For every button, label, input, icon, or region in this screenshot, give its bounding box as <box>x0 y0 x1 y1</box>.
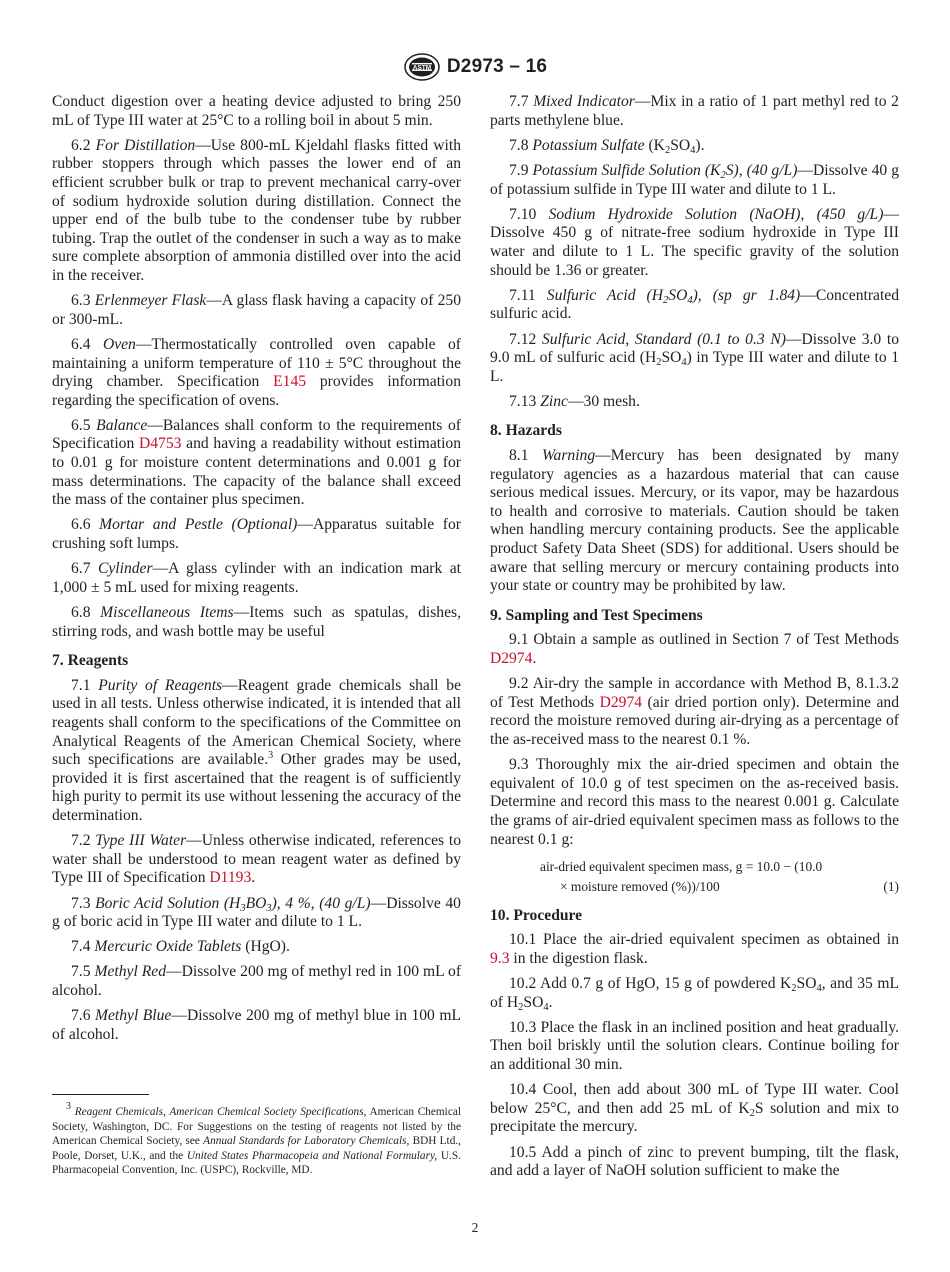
astm-logo-icon <box>403 52 441 82</box>
paragraph-7-3: 7.3 Boric Acid Solution $(H_3BO_3)$, 4 %, (40 g/L)—Dissolve 40 g of boric acid in Type III water and dilute to 1 L. <box>52 894 461 931</box>
paragraph-10-4: 10.4 Cool, then add about 300 mL of Type III water. Cool below 25°C, and then add 25 mL of $K_2S$ solution and mix to precipitate the mercury. <box>490 1081 899 1136</box>
paragraph-9-2: 9.2 Air-dry the sample in accordance with Method B, 8.1.3.2 of Test Methods D2974 (air dried portion only). Determine and record the moisture removed during air-drying as a percentage of the as-received mass to the nearest 0.1 %. <box>490 675 899 748</box>
paragraph-6-2: 6.2 For Distillation—Use 800-mL Kjeldahl flasks fitted with rubber stoppers through which passes the lower end of an efficient scrubber bulk or trap to prevent mechanical carry-over of sodium hydroxide solution during distillation. Connect the upper end of the bulb tube to the condenser tube by rubber tubing. Trap the outlet of the condenser in such a way as to make sure complete absorption of ammonia distilled over into the acid in the receiver. <box>52 136 461 284</box>
paragraph-6-4: 6.4 Oven—Thermostatically controlled oven capable of maintaining a uniform temperature of 110 ± 5°C throughout the drying chamber. Specification E145 provides information regarding the specification of ovens. <box>52 335 461 409</box>
equation-1 <box>490 856 899 896</box>
paragraph-7-11: 7.11 Sulfuric Acid $(H_2SO_4)$, (sp gr 1.84)—Concentrated sulfuric acid. <box>490 286 899 323</box>
paragraph-6-7: 6.7 Cylinder—A glass cylinder with an indication mark at 1,000 ± 5 mL used for mixing reagents. <box>52 560 461 596</box>
paragraph-7-10: 7.10 Sodium Hydroxide Solution (NaOH), (450 g/L)—Dissolve 450 g of nitrate-free sodium hydroxide in Type III water and dilute to 1 L. The specific gravity of the solution should be 1.36 or greater. <box>490 205 900 279</box>
section-heading-reagents: 7. Reagents <box>52 652 129 670</box>
right-column <box>490 93 899 1187</box>
paragraph-10-3: 10.3 Place the flask in an inclined position and heat gradually. Then boil briskly until the solution clears. Continue boiling for an additional 30 min. <box>490 1018 899 1074</box>
equation-number: (1) <box>883 878 899 894</box>
paragraph-6-6: 6.6 Mortar and Pestle (Optional)—Apparatus suitable for crushing soft lumps. <box>52 516 461 553</box>
paragraph-6-3: 6.3 Erlenmeyer Flask—A glass flask having a capacity of 250 or 300-mL. <box>52 292 461 328</box>
document-id: D2973 – 16 <box>446 56 548 77</box>
footnote-3: $^3$ Reagent Chemicals, American Chemical Society Specifications, American Chemical Society, Washington, DC. For Suggestions on the testing of reagents not listed by the American Chemical Society, see Annual Standards for Laboratory Chemicals, BDH Ltd., Poole, Dorset, U.K., and the United States Pharmacopeia and National Formulary, U.S. Pharmacopeial Convention, Inc. (USPC), Rockville, MD. <box>52 1101 461 1177</box>
paragraph-7-2: 7.2 Type III Water—Unless otherwise indicated, references to water shall be understood to mean reagent water as defined by Type III of Specification D1193. <box>52 832 461 887</box>
link-d2974[interactable]: D2974 <box>599 693 643 711</box>
left-column <box>52 93 461 1051</box>
paragraph-7-13: 7.13 Zinc—30 mesh. <box>509 392 640 410</box>
paragraph-7-8: 7.8 Potassium Sulfate $(K_2SO_4)$. <box>509 136 705 156</box>
footnote-divider <box>52 1094 149 1095</box>
paragraph-7-9: 7.9 Potassium Sulfide Solution $(K_2S)$, (40 g/L)—Dissolve 40 g of potassium sulfide in Type III water and dilute to 1 L. <box>490 161 900 198</box>
section-heading-sampling: 9. Sampling and Test Specimens <box>490 606 703 624</box>
svg-text:ASTM: ASTM <box>412 64 432 72</box>
paragraph-6-5: 6.5 Balance—Balances shall conform to the requirements of Specification D4753 and having a readability without estimation to 0.01 g for moisture content determinations and 0.001 g for mass determinations. The capacity of the balance shall exceed the mass of the container plus specimen. <box>52 416 461 509</box>
equation-line-2: × moisture removed (%))/100 <box>560 878 720 894</box>
section-heading-hazards: 8. Hazards <box>490 422 562 440</box>
section-heading-procedure: 10. Procedure <box>490 906 583 924</box>
footnote-ref-3: 3 <box>268 750 274 762</box>
page-number: 2 <box>471 1220 479 1235</box>
paragraph-7-5: 7.5 Methyl Red—Dissolve 200 mg of methyl red in 100 mL of alcohol. <box>52 963 462 1000</box>
paragraph-6-8: 6.8 Miscellaneous Items—Items such as spatulas, dishes, stirring rods, and wash bottle may be useful <box>52 604 461 640</box>
equation-line-1: air-dried equivalent specimen mass, g = 10.0 − (10.0 <box>540 858 823 874</box>
paragraph-9-1: 9.1 Obtain a sample as outlined in Section 7 of Test Methods D2974. <box>490 631 899 667</box>
link-e145[interactable]: E145 <box>273 373 307 391</box>
paragraph-8-1: 8.1 Warning—Mercury has been designated by many regulatory agencies as a hazardous material that can cause serious medical issues. Mercury, or its vapor, may be hazardous to health and corrosive to materials. Caution should be taken when handling mercury containing products. See the applicable product Safety Data Sheet (SDS) for additional. Users should be aware that selling mercury or mercury containing products into your state or country may be prohibited by law. <box>490 447 899 595</box>
paragraph-9-3: 9.3 Thoroughly mix the air-dried specimen and obtain the equivalent of 10.0 g of test specimen on the as-received basis. Determine and record this mass to the nearest 0.001 g. Calculate the grams of air-dried equivalent specimen mass as follows to the nearest 0.1 g: <box>490 756 899 848</box>
paragraph-10-2: 10.2 Add 0.7 g of HgO, 15 g of powdered $K_2SO_4$, and 35 mL of $H_2SO_4$. <box>490 975 900 1013</box>
page-header <box>0 52 950 87</box>
paragraph-7-6: 7.6 Methyl Blue—Dissolve 200 mg of methyl blue in 100 mL of alcohol. <box>52 1007 461 1043</box>
link-9-3[interactable]: 9.3 <box>490 949 510 967</box>
paragraph-7-1: 7.1 Purity of Reagents—Reagent grade chemicals shall be used in all tests. Unless otherwise indicated, it is intended that all reagents shall conform to the specifications of the Committee on Analytical Reagents of the American Chemical Society, where such specifications are available.$^3$ Other grades may be used, provided it is first ascertained that the reagent is of sufficiently high purity to permit its use without lessening the accuracy of the determination. <box>52 676 462 824</box>
link-d2974[interactable]: D2974 <box>490 650 533 667</box>
link-d4753[interactable]: D4753 <box>139 435 182 453</box>
link-d1193[interactable]: D1193 <box>209 869 252 887</box>
paragraph-7-4: 7.4 Mercuric Oxide Tablets (HgO). <box>71 938 290 956</box>
paragraph-6-1-cont: Conduct digestion over a heating device adjusted to bring 250 mL of Type III water at 25°C to a rolling boil in about 5 min. <box>52 93 461 129</box>
paragraph-7-7: 7.7 Mixed Indicator—Mix in a ratio of 1 part methyl red to 2 parts methylene blue. <box>490 93 899 129</box>
paragraph-7-12: 7.12 Sulfuric Acid, Standard (0.1 to 0.3 N)—Dissolve 3.0 to 9.0 mL of sulfuric acid $(H_2SO_4)$ in Type III water and dilute to 1 L. <box>490 330 900 385</box>
paragraph-10-5: 10.5 Add a pinch of zinc to prevent bumping, tilt the flask, and add a layer of NaOH solution sufficient to make the <box>490 1143 899 1180</box>
paragraph-10-1: 10.1 Place the air-dried equivalent specimen as obtained in 9.3 in the digestion flask. <box>490 931 899 967</box>
